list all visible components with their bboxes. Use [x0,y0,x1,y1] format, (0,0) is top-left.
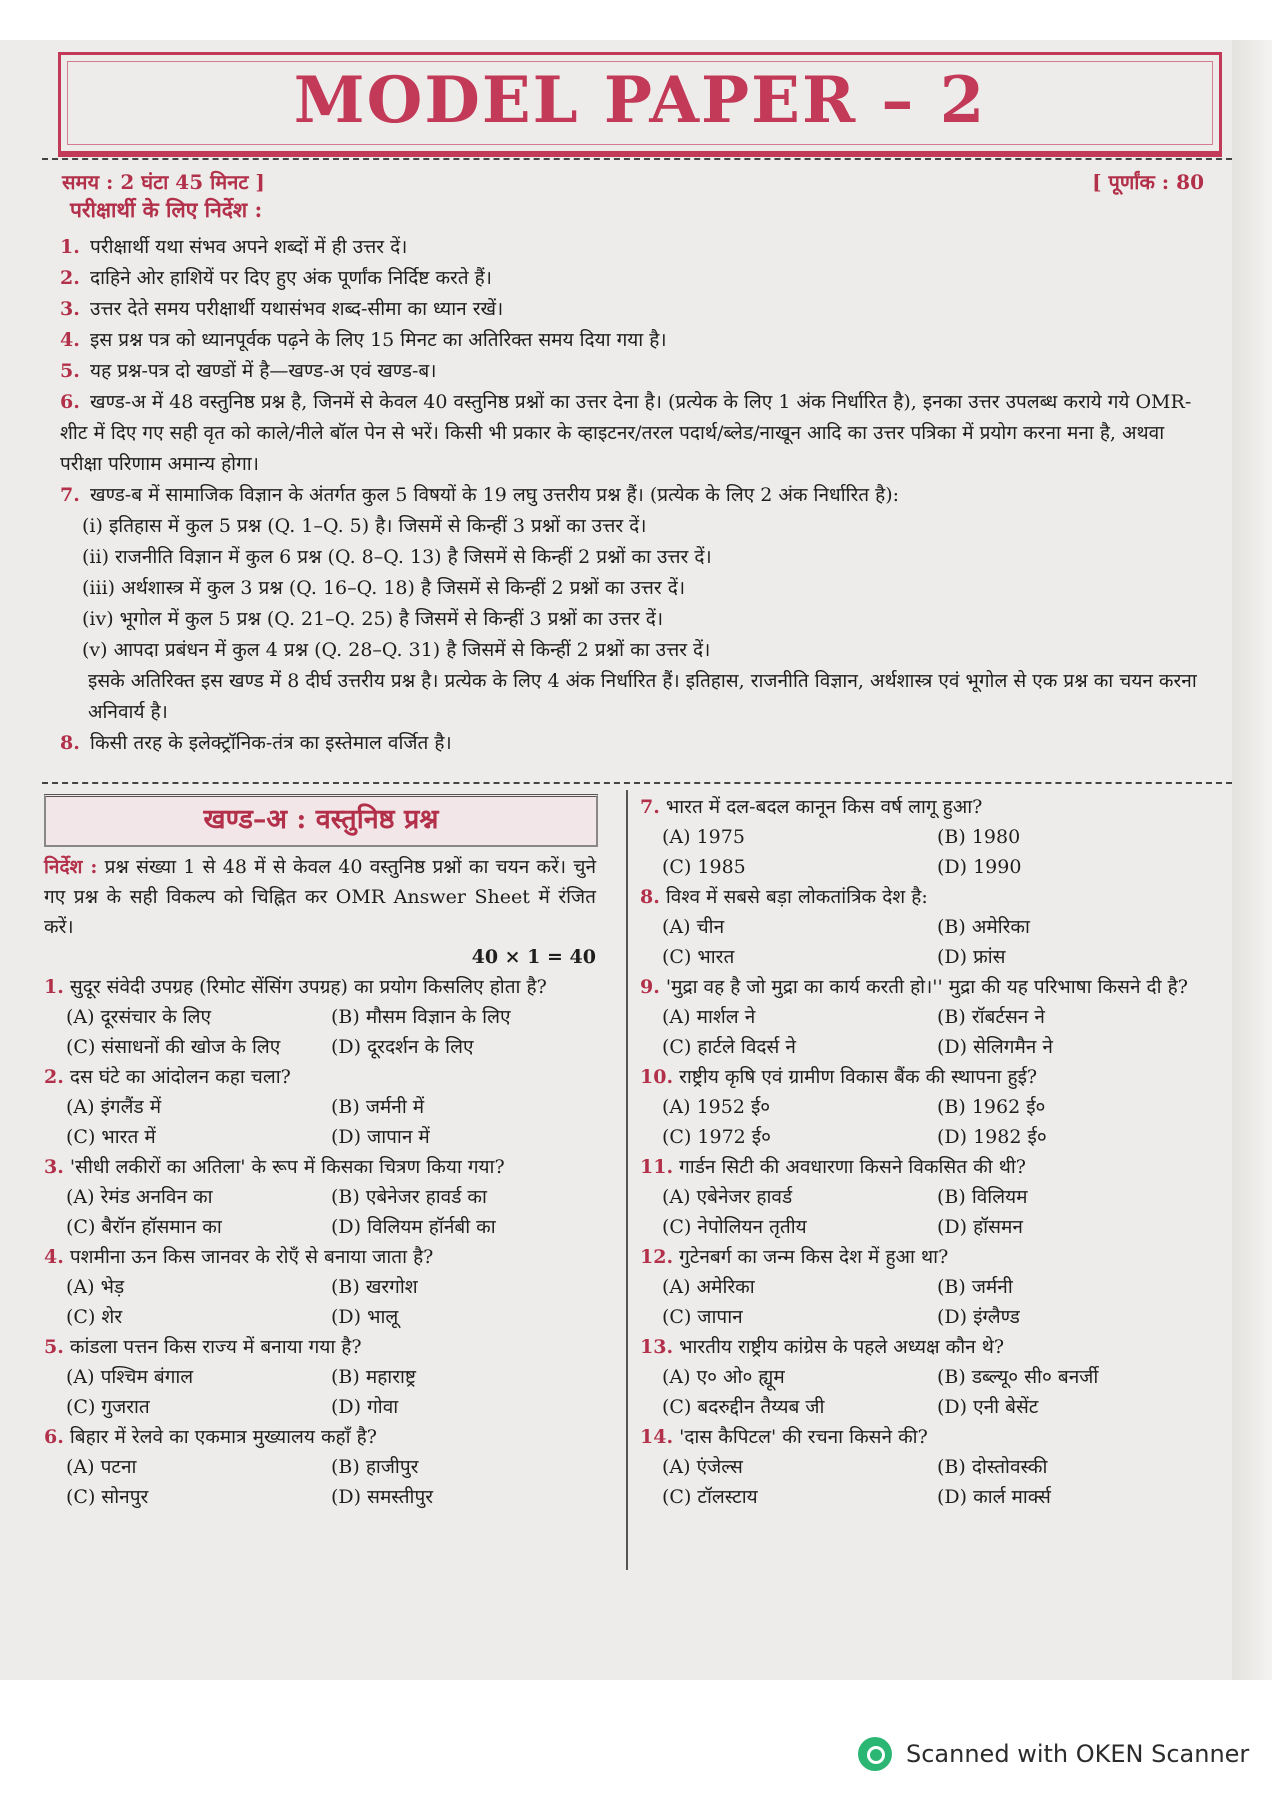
instruction-item: 3. उत्तर देते समय परीक्षार्थी यथासंभव शब्द-सीमा का ध्यान रखें। [60,298,504,320]
left-column [44,852,596,1512]
scanner-logo-icon [858,1737,892,1771]
instruction-subitem: (v) आपदा प्रबंधन में कुल 4 प्रश्न (Q. 28–Q. 31) है जिसमें से किन्हीं 2 प्रश्नों का उत्तर दें। [82,639,711,661]
question-5: 5. कांडला पत्तन किस राज्य में बनाया गया है? (A) पश्चिम बंगाल (B) महाराष्ट्र (C) गुजरात (D) गोवा [44,1336,416,1418]
divider [42,158,1232,160]
sheet-edge [1232,40,1272,1680]
scanner-watermark [858,1737,1249,1771]
total-marks: [ पूर्णांक : 80 [1092,170,1204,194]
time-label: समय : 2 घंटा 45 मिनट ] [62,170,265,194]
question-6: 6. बिहार में रेलवे का एकमात्र मुख्यालय कहाँ है? (A) पटना (B) हाजीपुर (C) सोनपुर (D) समस्तीपुर [44,1426,434,1508]
scanner-text: Scanned with OKEN Scanner [906,1740,1250,1768]
instruction-item: 7. खण्ड-ब में सामाजिक विज्ञान के अंतर्गत कुल 5 विषयों के 19 लघु उत्तरीय प्रश्न हैं। (प्रत्येक के लिए 2 अंक निर्धारित है): [60,484,900,506]
question-10: 10. राष्ट्रीय कृषि एवं ग्रामीण विकास बैंक की स्थापना हुई? (A) 1952 ई० (B) 1962 ई० (C) 1972 ई० (D) 1982 ई० [640,1066,1047,1148]
question-1: 1. सुदूर संवेदी उपग्रह (रिमोट सेंसिंग उपग्रह) का प्रयोग किसलिए होता है? (A) दूरसंचार के लिए (B) मौसम विज्ञान के लिए (C) संसाधनों की खोज के लिए (D) दूरदर्शन के लिए [44,976,547,1058]
right-column [640,792,1212,1512]
divider [42,782,1232,784]
instruction-item: 6. खण्ड-अ में 48 वस्तुनिष्ठ प्रश्न है, जिनमें से केवल 40 वस्तुनिष्ठ प्रश्नों का उत्तर देना है। (प्रत्येक के लिए 1 अंक निर्धारित है), इनका उत्तर उपलब्ध कराये गये OMR-शीट में दिए गए सही वृत को काले/नीले बॉल पेन से भरें। किसी भी प्रकार के व्हाइटनर/तरल पदार्थ/ब्लेड/नाखून आदि का उत्तर पत्रिका में प्रयोग करना मना है, अथवा परीक्षा परिणाम अमान्य होगा। [60,391,1192,475]
instruction-item: 4. इस प्रश्न पत्र को ध्यानपूर्वक पढ़ने के लिए 15 मिनट का अतिरिक्त समय दिया गया है। [60,329,667,351]
question-12: 12. गुटेनबर्ग का जन्म किस देश में हुआ था? (A) अमेरिका (B) जर्मनी (C) जापान (D) इंग्लैण्ड [640,1246,1020,1328]
section-a-heading: खण्ड–अ : वस्तुनिष्ठ प्रश्न [44,794,598,847]
instruction-extra: इसके अतिरिक्त इस खण्ड में 8 दीर्घ उत्तरीय प्रश्न है। प्रत्येक के लिए 4 अंक निर्धारित हैं। इतिहास, राजनीति विज्ञान, अर्थशास्त्र एवं भूगोल से एक प्रश्न का चयन करना अनिवार्य है। [88,670,1197,723]
question-9: 9. 'मुद्रा वह है जो मुद्रा का कार्य करती हो।'' मुद्रा की यह परिभाषा किसने दी है? (A) मार्शल ने (B) रॉबर्टसन ने (C) हार्टले विदर्स ने (D) सेलिगमैन ने [640,976,1188,1058]
instruction-item: 1. परीक्षार्थी यथा संभव अपने शब्दों में ही उत्तर दें। [60,236,408,258]
question-8: 8. विश्व में सबसे बड़ा लोकतांत्रिक देश है: (A) चीन (B) अमेरिका (C) भारत (D) फ्रांस [640,886,1030,968]
instruction-subitem: (ii) राजनीति विज्ञान में कुल 6 प्रश्न (Q. 8–Q. 13) है जिसमें से किन्हीं 2 प्रश्नों का उत्तर दें। [82,546,712,568]
question-13: 13. भारतीय राष्ट्रीय कांग्रेस के पहले अध्यक्ष कौन थे? (A) ए० ओ० ह्यूम (B) डब्ल्यू० सी० बनर्जी (C) बदरुद्दीन तैय्यब जी (D) एनी बेसेंट [640,1336,1099,1418]
column-divider [626,790,628,1570]
instructions-heading: परीक्षार्थी के लिए निर्देश : [70,197,263,222]
instruction-subitem: (iii) अर्थशास्त्र में कुल 3 प्रश्न (Q. 16–Q. 18) है जिसमें से किन्हीं 2 प्रश्नों का उत्तर दें। [82,577,686,599]
section-a-direction: निर्देश : प्रश्न संख्या 1 से 48 में से केवल 40 वस्तुनिष्ठ प्रश्नों का चयन करें। चुने गए प्रश्न के सही विकल्प को चिह्नित कर OMR Answer Sheet में रंजित करें। [44,856,597,938]
instruction-item: 2. दाहिने ओर हाशियें पर दिए हुए अंक पूर्णांक निर्दिष्ट करते हैं। [60,267,492,289]
instructions-list [60,232,1210,759]
question-4: 4. पशमीना ऊन किस जानवर के रोएँ से बनाया जाता है? (A) भेड़ (B) खरगोश (C) शेर (D) भालू [44,1246,434,1328]
instruction-item: 5. यह प्रश्न-पत्र दो खण्डों में है—खण्ड-अ एवं खण्ड-ब। [60,360,437,382]
question-3: 3. 'सीधी लकीरों का अतिला' के रूप में किसका चित्रण किया गया? (A) रेमंड अनविन का (B) एबेनेजर हावर्ड का (C) बैरॉन हॉसमान का (D) विलियम हॉर्नबी का [44,1156,505,1238]
page-title: MODEL PAPER – 2 [293,63,987,138]
instruction-subitem: (i) इतिहास में कुल 5 प्रश्न (Q. 1–Q. 5) है। जिसमें से किन्हीं 3 प्रश्नों का उत्तर दें। [82,515,647,537]
section-a-marks: 40 × 1 = 40 [471,946,596,968]
question-11: 11. गार्डन सिटी की अवधारणा किसने विकसित की थी? (A) एबेनेजर हावर्ड (B) विलियम (C) नेपोलियन तृतीय (D) हॉसमन [640,1156,1028,1238]
instruction-item: 8. किसी तरह के इलेक्ट्रॉनिक-तंत्र का इस्तेमाल वर्जित है। [60,732,452,754]
instruction-subitem: (iv) भूगोल में कुल 5 प्रश्न (Q. 21–Q. 25) है जिसमें से किन्हीं 3 प्रश्नों का उत्तर दें। [82,608,664,630]
title-box [58,52,1222,157]
question-7: 7. भारत में दल-बदल कानून किस वर्ष लागू हुआ? (A) 1975 (B) 1980 (C) 1985 (D) 1990 [640,796,1022,878]
question-2: 2. दस घंटे का आंदोलन कहा चला? (A) इंगलैंड में (B) जर्मनी में (C) भारत में (D) जापान में [44,1066,430,1148]
question-14: 14. 'दास कैपिटल' की रचना किसने की? (A) एंजेल्स (B) दोस्तोवस्की (C) टॉलस्टाय (D) कार्ल मार्क्स [640,1426,1051,1508]
